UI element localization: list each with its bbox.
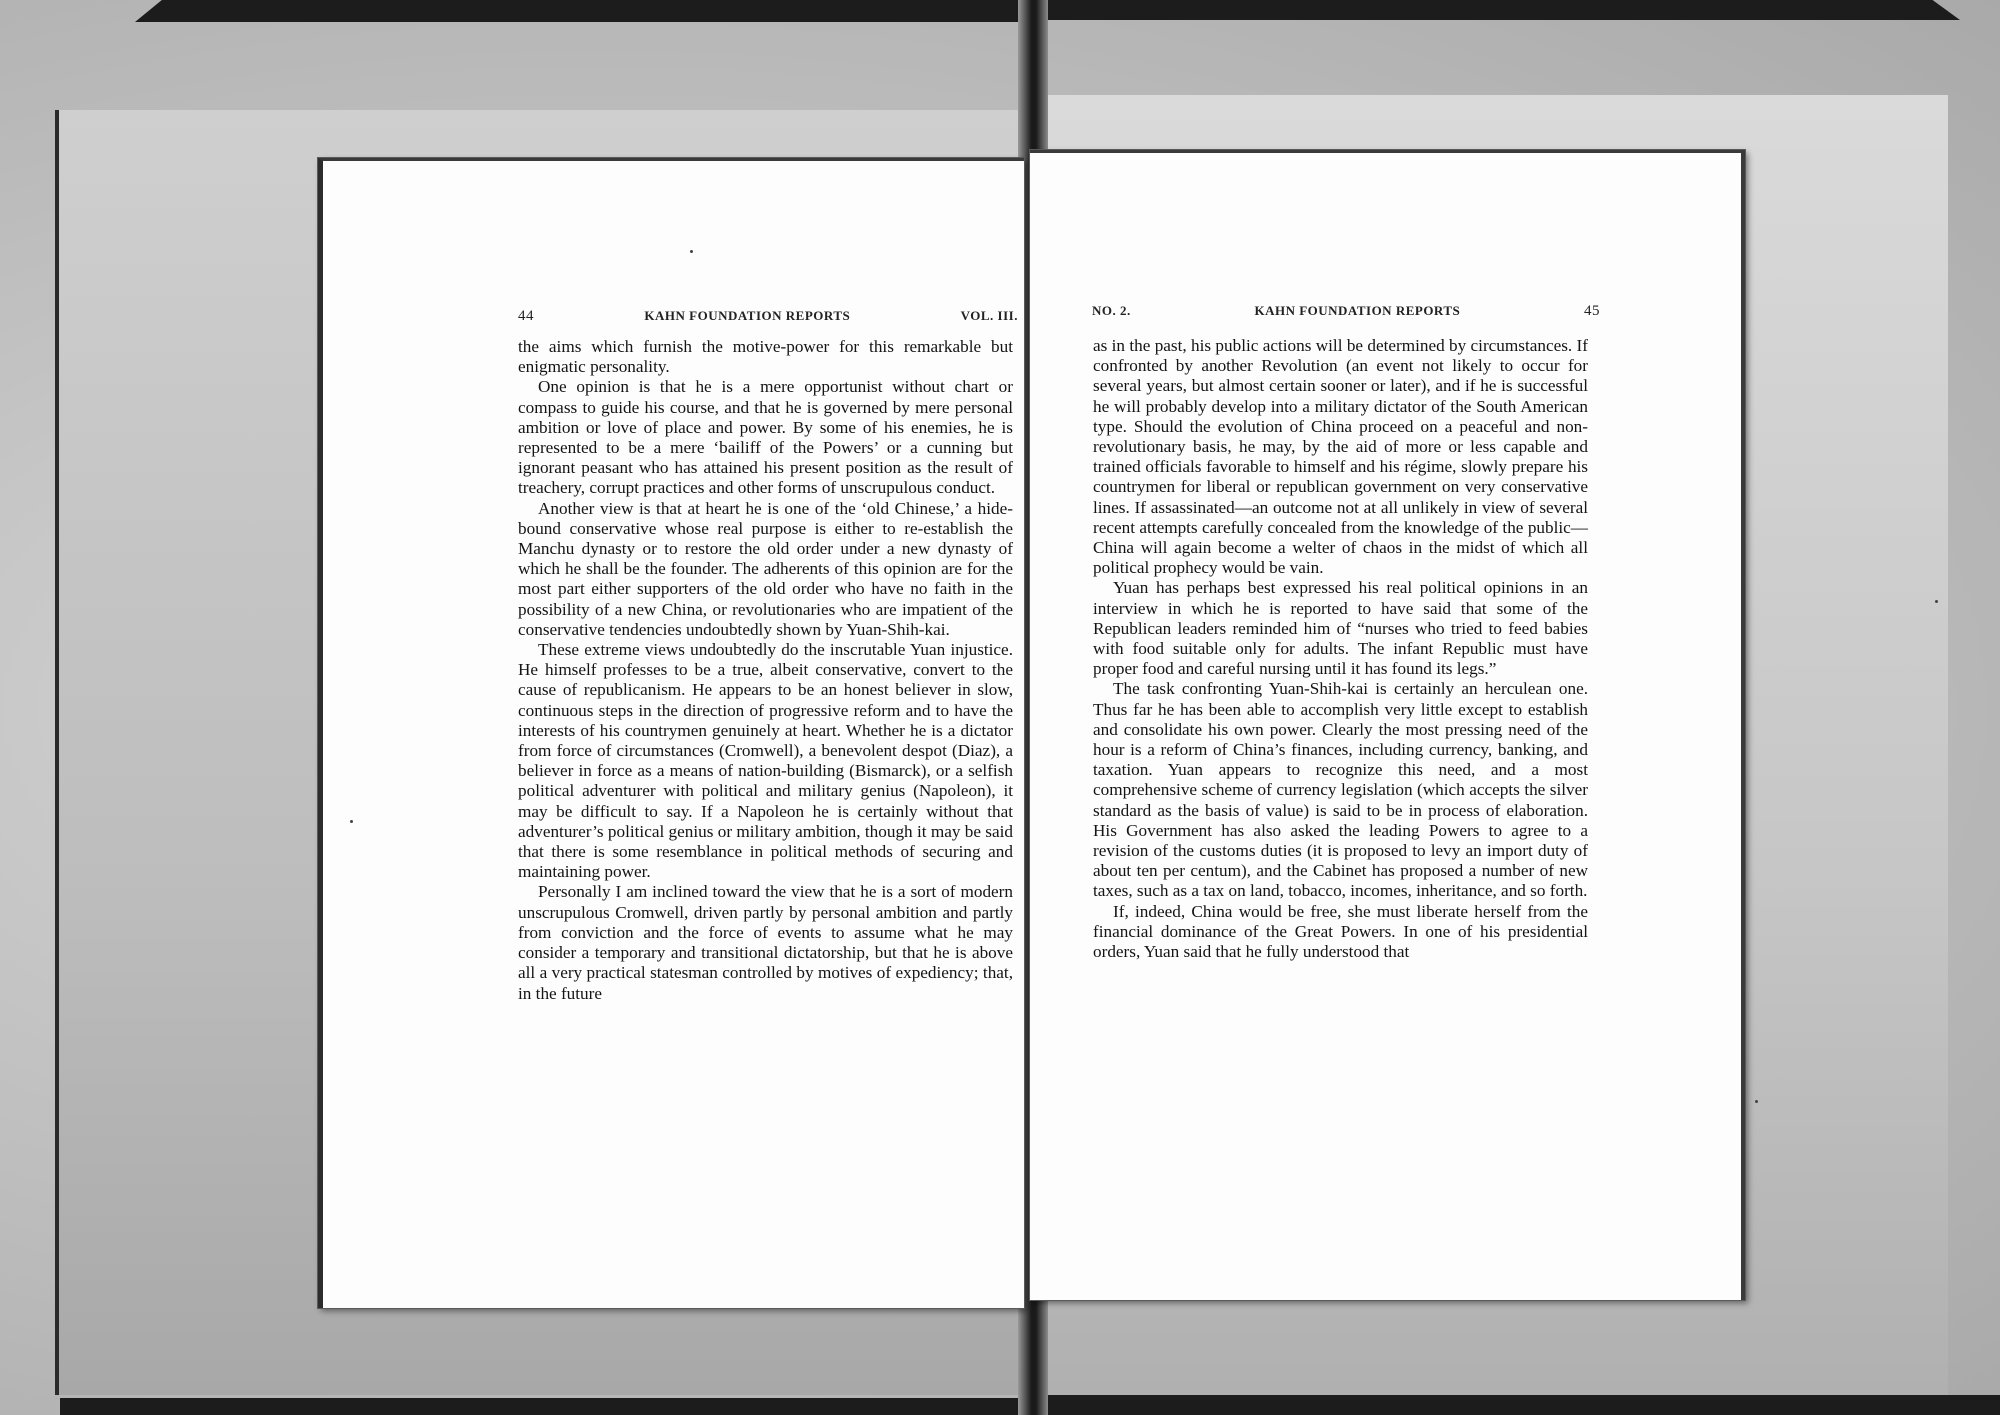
scan-edge-shadow — [135, 0, 1030, 22]
running-title: KAHN FOUNDATION REPORTS — [1254, 303, 1461, 318]
paragraph: These extreme views undoubtedly do the inscrutable Yuan injustice. He himself professes to be a true, albeit conservative, convert to the cause of republicanism. He appears to be an honest believer in slow, continuous steps in the direction of progressive reform and to have the interests of his countrymen genuinely at heart. Whether he is a dictator from force of circumstances (Cromwell), a benevolent despot (Diaz), a believer in force as a means of nation-building (Bismarck), or a selfish political adventurer with political and military genius (Napoleon), it may be difficult to say. If a Napoleon he is certainly without that adventurer’s political genius or military ambition, though it may be said that there is some resemblance in political methods of securing and maintaining power. — [518, 640, 1013, 882]
paragraph: the aims which furnish the motive-power for this remarkable but enigmatic personality. — [518, 337, 1013, 377]
dust-speck — [350, 820, 353, 823]
paragraph: Another view is that at heart he is one of the ‘old Chinese,’ a hide-bound conservative whose real purpose is either to re-establish the Manchu dynasty or to restore the old order under a new dynasty of which he shall be the founder. The adherents of this opinion are for the most part either supporters of the old order who have no faith in the possibility of a new China, or revolutionaries who are impatient of the conservative tendencies undoubtedly shown by Yuan-Shih-kai. — [518, 498, 1013, 639]
page-number: 44 — [518, 308, 534, 324]
paragraph: as in the past, his public actions will be determined by circumstances. If confronted by another Revolution (an event not likely to occur for several years, but almost certain sooner or later), and if he is successful he will probably develop into a military dictator of the South American type. Should the evolution of China proceed on a peaceful and non-revolutionary basis, he may, by the aid of more or less capable and trained officials favorable to himself and his régime, slowly prepare his countrymen for liberal or republican government on very conservative lines. If assassinated—an outcome not at all unlikely in view of several recent attempts carefully concealed from the knowledge of the public—China will again become a welter of chaos in the midst of which all political prophecy would be vain. — [1093, 336, 1588, 578]
scan-edge-shadow — [1040, 1395, 2000, 1415]
paragraph: If, indeed, China would be free, she must liberate herself from the financial dominance of the Great Powers. In one of his presidential orders, Yuan said that he fully understood that — [1093, 901, 1588, 962]
scan-edge-shadow — [60, 1398, 1025, 1415]
volume-label: VOL. III. — [960, 308, 1018, 323]
paragraph: Yuan has perhaps best expressed his real political opinions in an interview in which he is reported to have said that some of the Republican leaders reminded him of “nurses who tried to feed babies with food suitable only for adults. The infant Republic must have proper food and careful nursing until it has found its legs.” — [1093, 578, 1588, 679]
scan-edge-shadow — [1045, 0, 1960, 20]
dust-speck — [690, 250, 693, 253]
left-running-head — [518, 308, 1018, 325]
issue-label: NO. 2. — [1092, 303, 1131, 318]
paragraph: The task confronting Yuan-Shih-kai is certainly an herculean one. Thus far he has been able to accomplish very little except to establish and consolidate his own power. Clearly the most pressing need of the hour is a reform of China’s finances, including currency, banking, and taxation. Yuan appears to recognize this need, and a most comprehensive scheme of currency legislation (which accepts the silver standard as the basis of value) is said to be in process of elaboration. His Government has also asked the leading Powers to agree to a revision of the customs duties (it is proposed to levy an import duty of about ten per centum), and the Cabinet has proposed a number of new taxes, such as a tax on land, tobacco, incomes, inheritance, and so forth. — [1093, 679, 1588, 901]
running-title: KAHN FOUNDATION REPORTS — [644, 308, 851, 323]
right-running-head — [1092, 303, 1600, 320]
left-page-body — [518, 337, 1013, 1004]
paragraph: One opinion is that he is a mere opportunist without chart or compass to guide his course, and that he is governed by mere personal ambition or love of place and power. By some of his enemies, he is represented to be a mere ‘bailiff of the Powers’ or a cunning but ignorant peasant who has attained his present position as the result of treachery, corrupt practices and other forms of unscrupulous conduct. — [518, 377, 1013, 498]
right-page-body — [1093, 336, 1588, 962]
left-page — [318, 158, 1024, 1308]
dust-speck — [1935, 600, 1938, 603]
page-number: 45 — [1583, 303, 1600, 319]
right-page — [1030, 150, 1745, 1300]
dust-speck — [1755, 1100, 1758, 1103]
paragraph: Personally I am inclined toward the view that he is a sort of modern unscrupulous Cromwell, driven partly by personal ambition and partly from conviction and the force of events to assume what he may consider a temporary and transitional dictatorship, but that he is above all a very practical statesman controlled by motives of expediency; that, in the future — [518, 882, 1013, 1003]
